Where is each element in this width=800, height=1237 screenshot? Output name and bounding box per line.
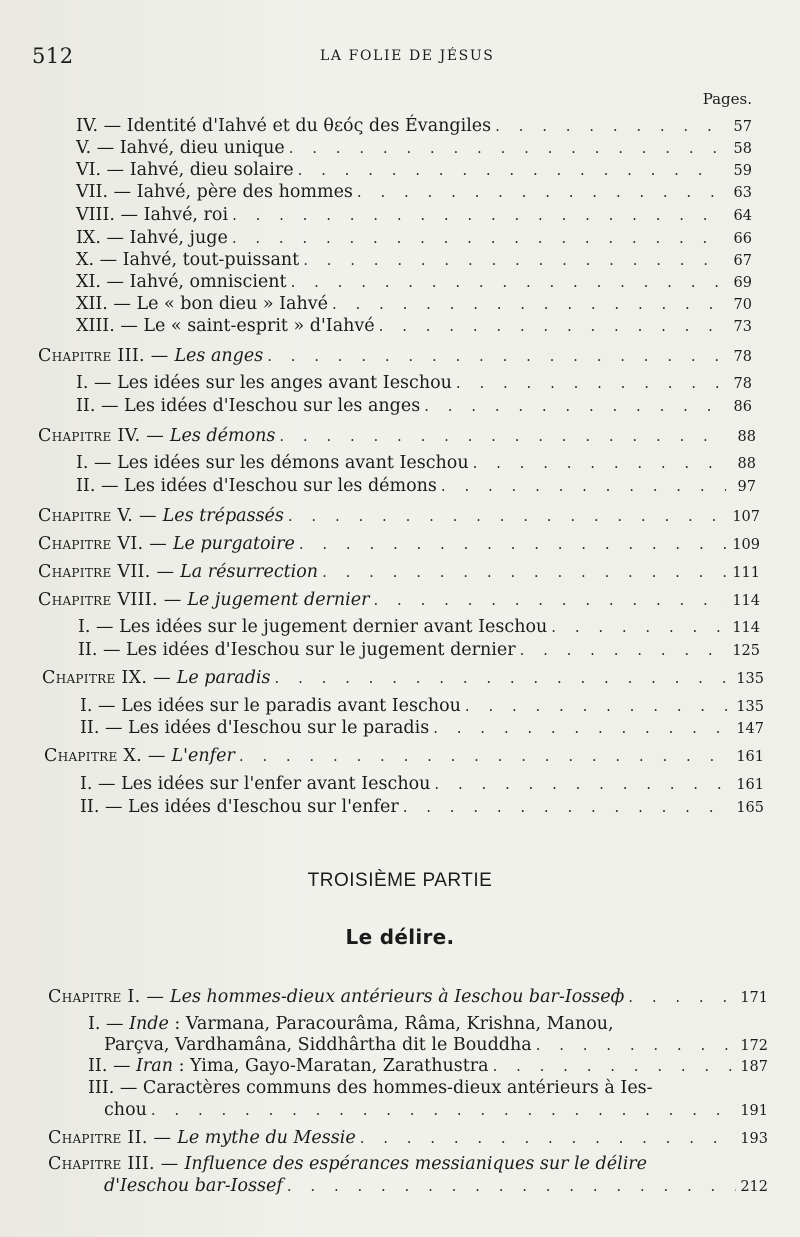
chapter-title: Influence des espérances messianiques sur le délire [184, 1154, 648, 1174]
toc-entry [76, 116, 752, 137]
entry-page: 78 [733, 376, 752, 392]
dot-leader [232, 205, 722, 225]
entry-label: I. — Les idées sur les anges avant Ieschou [76, 373, 452, 393]
dot-leader [456, 373, 722, 393]
chapter-label: Chapitre IV. — Les démons [38, 426, 276, 446]
toc-entry [76, 453, 756, 474]
entry-label: II. — Les idées d'Ieschou sur le paradis [80, 718, 430, 738]
page-number: 512 [32, 44, 74, 68]
toc-entry [76, 160, 752, 181]
chapter-label: Chapitre V. — Les trépassés [38, 506, 284, 526]
entry-page: 88 [737, 456, 756, 472]
entry-page: 63 [733, 185, 752, 201]
dot-leader [267, 346, 722, 366]
toc-entry [76, 476, 756, 497]
toc-entry [104, 1035, 768, 1056]
toc-entry [76, 294, 752, 315]
entry-page: 111 [732, 565, 760, 581]
entry-label: II. — Iran : Yima, Gayo-Maratan, Zarathustra [88, 1056, 489, 1076]
chapter-entry [48, 1128, 768, 1149]
part-title: TROISIÈME PARTIE [307, 870, 493, 891]
chapter-label: Chapitre VIII. — Le jugement dernier [38, 590, 370, 610]
entry-label: I. — Les idées sur le jugement dernier avant Ieschou [78, 617, 548, 637]
toc-entry [78, 640, 760, 661]
dot-leader [465, 696, 732, 716]
region-name: Iran [136, 1056, 173, 1076]
chapter-label: Chapitre X. — L'enfer [44, 746, 235, 766]
chapter-label: Chapitre II. — Le mythe du Messie [48, 1128, 356, 1148]
chapter-title: L'enfer [171, 746, 235, 766]
dot-leader [551, 617, 728, 637]
dot-leader [536, 1035, 737, 1055]
dot-leader [441, 476, 726, 496]
running-head [30, 44, 760, 68]
entry-label: IV. — Identité d'Iahvé et du θεός des Évangiles [76, 116, 492, 136]
entry-page: 171 [740, 990, 768, 1006]
entry-label: XI. — Iahvé, omniscient [76, 272, 287, 292]
entry-label: I. — Les idées sur l'enfer avant Ieschou [80, 774, 431, 794]
dot-leader [493, 1056, 737, 1076]
entry-label: VI. — Iahvé, dieu solaire [76, 160, 294, 180]
chapter-entry [44, 746, 764, 767]
chapter-title: La résurrection [180, 562, 319, 582]
entry-page: 59 [733, 163, 752, 179]
dot-leader [232, 228, 722, 248]
entry-label: X. — Iahvé, tout-puissant [76, 250, 300, 270]
chapter-label: Chapitre VII. — La résurrection [38, 562, 319, 582]
entry-label: chou [104, 1100, 147, 1120]
dot-leader [151, 1100, 736, 1120]
toc-entry [76, 272, 752, 293]
chapter-entry-line: Chapitre III. — Influence des espérances messianiques sur le délire [48, 1154, 648, 1174]
entry-page: 66 [733, 231, 752, 247]
dot-leader [433, 718, 732, 738]
entry-page: 161 [736, 777, 764, 793]
chapter-label: Chapitre IX. — Le paradis [42, 668, 271, 688]
pages-column-label: Pages. [702, 90, 752, 108]
chapter-label: Chapitre III. — Les anges [38, 346, 264, 366]
entry-label: V. — Iahvé, dieu unique [76, 138, 285, 158]
chapter-label: Chapitre I. — Les hommes-dieux antérieurs à Ieschou bar-Iosseф [48, 987, 625, 1007]
toc-entry [76, 228, 752, 249]
chapter-entry [48, 987, 768, 1008]
entry-label: II. — Les idées d'Ieschou sur l'enfer [80, 797, 399, 817]
chapter-entry [38, 426, 756, 447]
dot-leader [275, 668, 733, 688]
entry-page: 187 [740, 1059, 768, 1075]
entry-page: 88 [737, 429, 756, 445]
toc-entry [80, 774, 764, 795]
entry-page: 135 [736, 671, 764, 687]
dot-leader [279, 426, 726, 446]
dot-leader [520, 640, 729, 660]
dot-leader [289, 138, 722, 158]
chapter-entry [42, 668, 764, 689]
chapter-entry [38, 506, 760, 527]
entry-label: II. — Les idées d'Ieschou sur le jugement dernier [78, 640, 516, 660]
entry-page: 73 [733, 319, 752, 335]
toc-entry [76, 182, 752, 203]
entry-label: VII. — Iahvé, père des hommes [76, 182, 353, 202]
entry-page: 147 [736, 721, 764, 737]
toc-entry [76, 250, 752, 271]
entry-label: XIII. — Le « saint-esprit » d'Iahvé [76, 316, 375, 336]
running-title: LA FOLIE DE JÉSUS [320, 48, 495, 64]
entry-page: 86 [733, 399, 752, 415]
entry-label: II. — Les idées d'Ieschou sur les démons [76, 476, 437, 496]
entry-label: Parçva, Vardhamâna, Siddhârtha dit le Bouddha [104, 1035, 532, 1055]
entry-label: IX. — Iahvé, juge [76, 228, 228, 248]
chapter-entry [38, 562, 760, 583]
entry-page: 191 [740, 1103, 768, 1119]
entry-label: II. — Les idées d'Ieschou sur les anges [76, 396, 421, 416]
dot-leader [360, 1128, 737, 1148]
toc-entry-line: III. — Caractères communs des hommes-dieux antérieurs à Ies- [88, 1078, 653, 1098]
toc-entry [76, 373, 752, 394]
dot-leader [298, 160, 722, 180]
dot-leader [473, 453, 726, 473]
entry-label: I. — Les idées sur les démons avant Ieschou [76, 453, 469, 473]
entry-page: 114 [732, 620, 760, 636]
entry-page: 114 [732, 593, 760, 609]
dot-leader [403, 797, 733, 817]
dot-leader [434, 774, 732, 794]
toc-entry [76, 316, 752, 337]
dot-leader [357, 182, 722, 202]
dot-leader [291, 272, 722, 292]
chapter-label: Chapitre VI. — Le purgatoire [38, 534, 295, 554]
toc-entry [104, 1176, 768, 1197]
dot-leader [322, 562, 728, 582]
toc-entry [104, 1100, 768, 1121]
entry-page: 58 [733, 141, 752, 157]
entry-label: XII. — Le « bon dieu » Iahvé [76, 294, 328, 314]
entry-page: 107 [732, 509, 760, 525]
entry-page: 64 [733, 208, 752, 224]
entry-label: I. — Les idées sur le paradis avant Ieschou [80, 696, 461, 716]
dot-leader [379, 316, 722, 336]
chapter-entry [38, 346, 752, 367]
chapter-title: Les trépassés [162, 506, 284, 526]
entry-page: 212 [740, 1179, 768, 1195]
entry-page: 161 [736, 749, 764, 765]
toc-entry [88, 1056, 768, 1077]
entry-page: 67 [733, 253, 752, 269]
toc-entry [80, 718, 764, 739]
dot-leader [287, 1176, 736, 1196]
entry-page: 57 [733, 119, 752, 135]
entry-page: 165 [736, 800, 764, 816]
entry-page: 97 [737, 479, 756, 495]
chapter-title: Les démons [169, 426, 276, 446]
entry-page: 69 [733, 275, 752, 291]
dot-leader [303, 250, 722, 270]
entry-page: 70 [733, 297, 752, 313]
entry-page: 125 [732, 643, 760, 659]
toc-entry [76, 138, 752, 159]
region-name: Inde [129, 1014, 169, 1034]
dot-leader [239, 746, 733, 766]
entry-label: VIII. — Iahvé, roi [76, 205, 229, 225]
chapter-title: Les hommes-dieux antérieurs à Ieschou bar-Iosseф [170, 987, 625, 1007]
entry-page: 109 [732, 537, 760, 553]
entry-label: d'Ieschou bar-Iossef [104, 1176, 283, 1196]
dot-leader [288, 506, 728, 526]
chapter-title: Le purgatoire [172, 534, 295, 554]
dot-leader [424, 396, 722, 416]
toc-entry [80, 696, 764, 717]
dot-leader [628, 987, 736, 1007]
toc-entry [76, 396, 752, 417]
toc-entry [76, 205, 752, 226]
chapter-entry [38, 590, 760, 611]
chapter-title: Le mythe du Messie [177, 1128, 356, 1148]
chapter-title: Le paradis [176, 668, 271, 688]
entry-page: 193 [740, 1131, 768, 1147]
dot-leader [332, 294, 722, 314]
entry-page: 78 [733, 349, 752, 365]
toc-entry-line: I. — Inde : Varmana, Paracourâma, Râma, Krishna, Manou, [88, 1014, 614, 1034]
entry-page: 135 [736, 699, 764, 715]
part-subtitle: Le délire. [345, 925, 455, 949]
toc-entry [80, 797, 764, 818]
chapter-title: Les anges [174, 346, 264, 366]
chapter-entry [38, 534, 760, 555]
dot-leader [495, 116, 722, 136]
chapter-title: Le jugement dernier [187, 590, 370, 610]
dot-leader [374, 590, 729, 610]
toc-entry [78, 617, 760, 638]
entry-page: 172 [740, 1038, 768, 1054]
dot-leader [299, 534, 728, 554]
